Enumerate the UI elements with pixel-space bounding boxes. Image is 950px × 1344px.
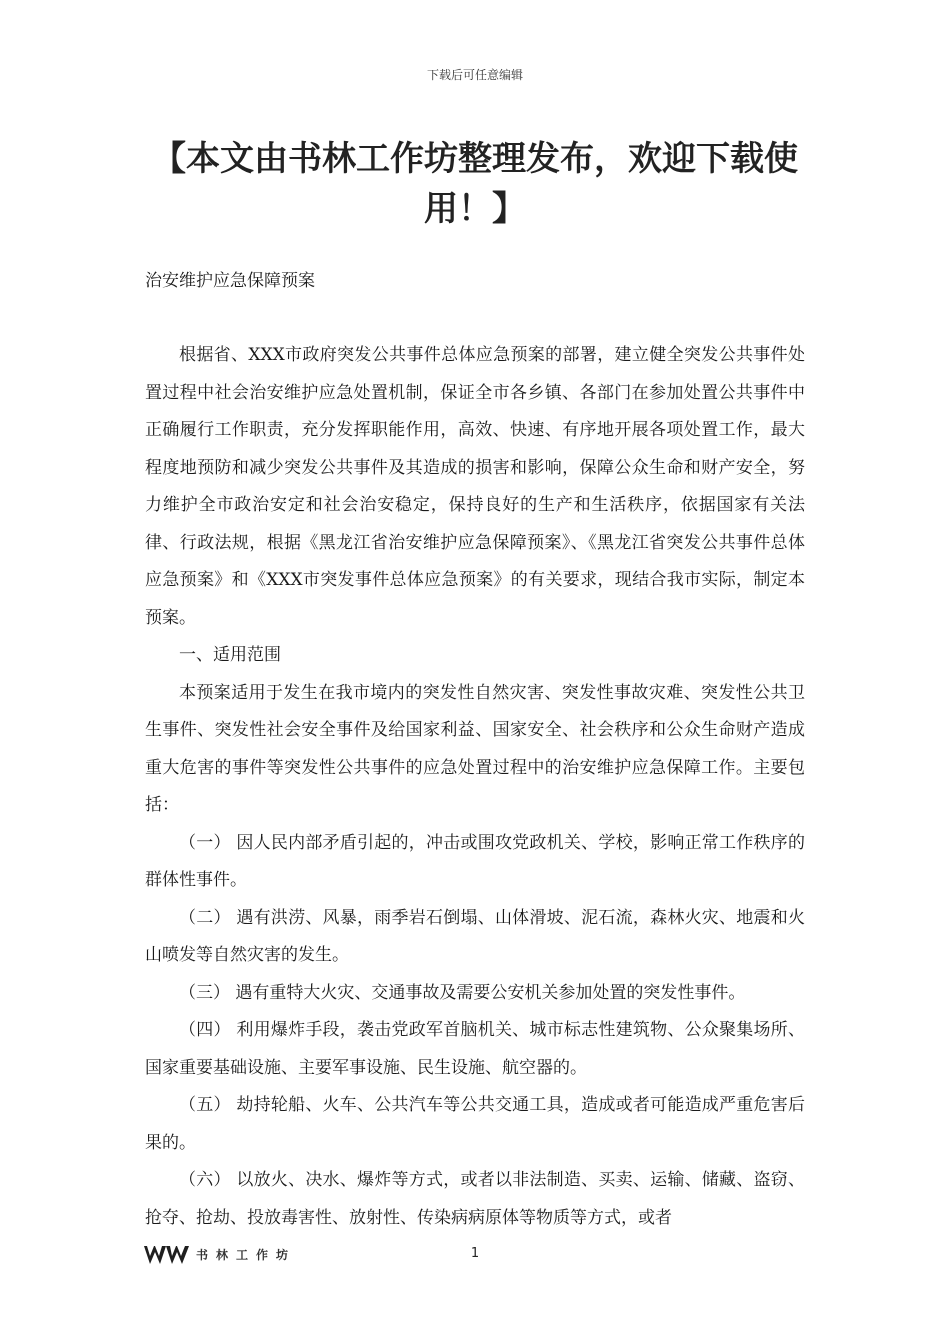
page-footer xyxy=(0,1240,950,1270)
page-number: 1 xyxy=(470,1246,480,1261)
header-note: 下载后可任意编辑 xyxy=(426,68,523,82)
list-item-2: （二） 遇有洪涝、风暴，雨季岩石倒塌、山体滑坡、泥石流，森林火灾、地震和火山喷发等自然灾害的发生。 xyxy=(145,907,805,965)
footer-brand: 书林工作坊 xyxy=(196,1248,297,1262)
list-item-3: （三） 遇有重特大火灾、交通事故及需要公安机关参加处置的突发性事件。 xyxy=(179,982,746,1003)
document-body xyxy=(145,337,805,1237)
list-item-1: （一） 因人民内部矛盾引起的，冲击或围攻党政机关、学校，影响正常工作秩序的群体性事件。 xyxy=(145,832,805,890)
section-heading-scope: 一、适用范围 xyxy=(179,645,281,665)
document-title: 治安维护应急保障预案 xyxy=(145,271,315,291)
list-item-5: （五） 劫持轮船、火车、公共汽车等公共交通工具，造成或者可能造成严重危害后果的。 xyxy=(145,1095,805,1153)
promo-banner: 【本文由书林工作坊整理发布，欢迎下载使用！】 xyxy=(152,139,798,229)
list-item-4: （四） 利用爆炸手段，袭击党政军首脑机关、城市标志性建筑物、公众聚集场所、国家重要基础设施、主要军事设施、民生设施、航空器的。 xyxy=(145,1020,805,1078)
paragraph-scope: 本预案适用于发生在我市境内的突发性自然灾害、突发性事故灾难、突发性公共卫生事件、突发性社会安全事件及给国家利益、国家安全、社会秩序和公众生命财产造成重大危害的事件等突发性公共事件的应急处置过程中的治安维护应急保障工作。主要包括： xyxy=(145,682,805,815)
list-item-6: （六） 以放火、决水、爆炸等方式，或者以非法制造、买卖、运输、储藏、盗窃、抢夺、抢劫、投放毒害性、放射性、传染病病原体等物质等方式，或者 xyxy=(145,1170,805,1228)
paragraph-intro: 根据省、XXX市政府突发公共事件总体应急预案的部署，建立健全突发公共事件处置过程中社会治安维护应急处置机制，保证全市各乡镇、各部门在参加处置公共事件中正确履行工作职责，充分发挥职能作用，高效、快速、有序地开展各项处置工作，最大程度地预防和减少突发公共事件及其造成的损害和影响，保障公众生命和财产安全，努力维护全市政治安定和社会治安稳定，保持良好的生产和生活秩序，依据国家有关法律、行政法规，根据《黑龙江省治安维护应急保障预案》、《黑龙江省突发公共事件总体应急预案》和《XXX市突发事件总体应急预案》的有关要求，现结合我市实际，制定本预案。 xyxy=(145,345,805,628)
